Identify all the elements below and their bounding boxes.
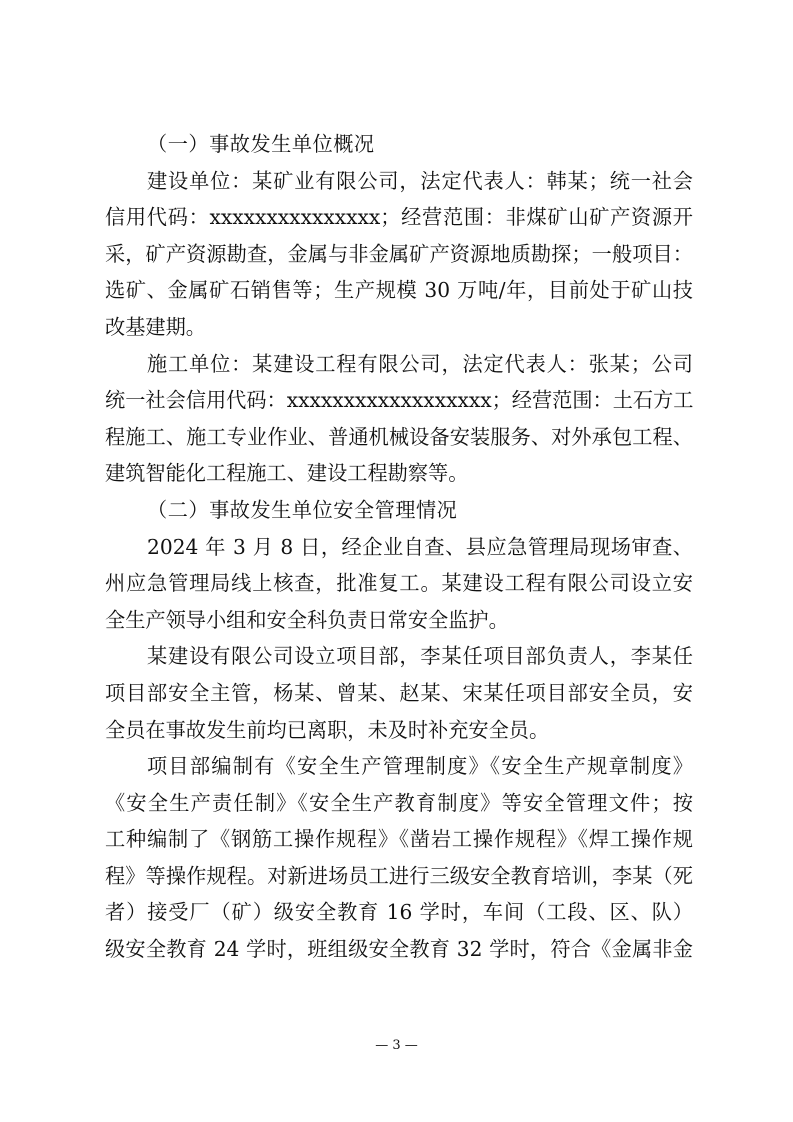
paragraph-line: 项目部编制有《安全生产管理制度》《安全生产规章制度》 — [147, 754, 693, 779]
document-body — [105, 126, 693, 968]
paragraph — [105, 163, 693, 346]
paragraph-line: 某建设有限公司设立项目部，李某任项目部负责人，李某任 — [147, 644, 693, 669]
paragraph-line: 级安全教育 24 学时，班组级安全教育 32 学时，符合《金属非金 — [105, 937, 693, 962]
paragraph-line: 信用代码：xxxxxxxxxxxxxxx；经营范围：非煤矿山矿产资源开 — [105, 205, 693, 230]
paragraph-line: 2024 年 3 月 8 日，经企业自查、县应急管理局现场审查、 — [147, 534, 693, 559]
paragraph-line: 州应急管理局线上核查，批准复工。某建设工程有限公司设立安 — [105, 571, 693, 596]
page-number: — 3 — — [375, 1038, 418, 1053]
paragraph-line: 全生产领导小组和安全科负责日常安全监护。 — [105, 607, 509, 632]
paragraph — [105, 346, 693, 492]
paragraph-line: 改基建期。 — [105, 314, 206, 339]
paragraph-line: 项目部安全主管，杨某、曾某、赵某、宋某任项目部安全员，安 — [105, 680, 693, 705]
section-heading: （一）事故发生单位概况 — [147, 132, 375, 156]
paragraph-line: 建筑智能化工程施工、建设工程勘察等。 — [105, 461, 469, 486]
paragraph-line: 施工单位：某建设工程有限公司，法定代表人：张某；公司 — [147, 351, 693, 376]
paragraph-line: 全员在事故发生前均已离职，未及时补充安全员。 — [105, 717, 550, 742]
paragraph-line: 选矿、金属矿石销售等；生产规模 30 万吨/年，目前处于矿山技 — [105, 278, 693, 303]
paragraph — [105, 638, 693, 748]
paragraph-line: 采，矿产资源勘查，金属与非金属矿产资源地质勘探；一般项目： — [105, 241, 693, 266]
paragraph-line: 建设单位：某矿业有限公司，法定代表人：韩某；统一社会 — [147, 168, 693, 193]
paragraph-line: 《安全生产责任制》《安全生产教育制度》等安全管理文件；按 — [105, 790, 693, 815]
section-heading: （二）事故发生单位安全管理情况 — [147, 497, 458, 522]
paragraph-line: 工种编制了《钢筋工操作规程》《凿岩工操作规程》《焊工操作规 — [105, 827, 693, 852]
paragraph-line: 程》等操作规程。对新进场员工进行三级安全教育培训，李某（死 — [105, 863, 693, 888]
paragraph — [105, 748, 693, 968]
paragraph-line: 程施工、施工专业作业、普通机械设备安装服务、对外承包工程、 — [105, 424, 693, 449]
paragraph-line: 统一社会信用代码：xxxxxxxxxxxxxxxxxx；经营范围：土石方工 — [105, 388, 694, 413]
paragraph — [105, 529, 693, 639]
paragraph-line: 者）接受厂（矿）级安全教育 16 学时，车间（工段、区、队） — [105, 900, 693, 925]
